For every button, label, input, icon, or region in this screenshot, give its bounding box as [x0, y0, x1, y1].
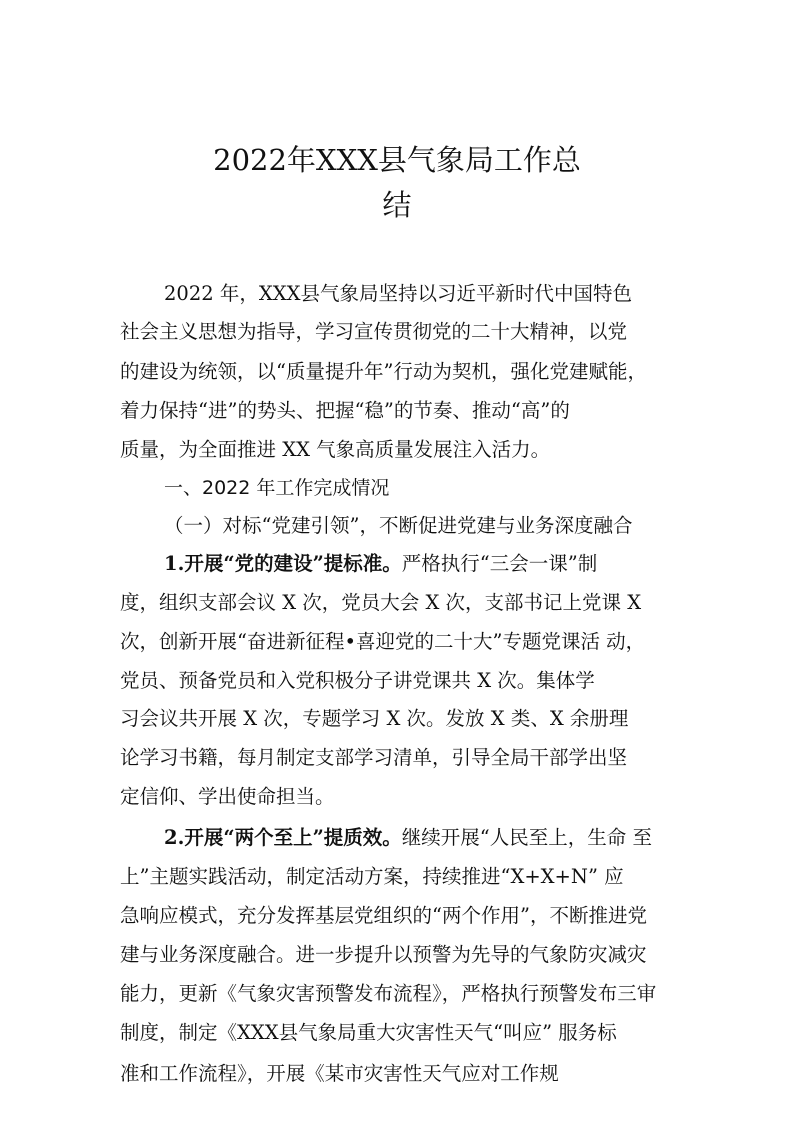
paragraph-line: 急响应模式，充分发挥基层党组织的“两个作用”，不断推进党	[120, 904, 647, 927]
document-title-line-2: 结	[382, 188, 412, 222]
intro-line: 2022 年，XXX县气象局坚持以习近平新时代中国特色	[164, 282, 632, 305]
paragraph-line: 次，创新开展“奋进新征程•喜迎党的二十大”专题党课活 动，	[120, 630, 646, 653]
subsection-heading: （一）对标“党建引领”，不断促进党建与业务深度融合	[164, 514, 633, 537]
item-text: 严格执行“三会一课”制	[401, 552, 598, 575]
paragraph-line: 建与业务深度融合。进一步提升以预警为先导的气象防灾减灾	[120, 943, 647, 966]
paragraph-line: 习会议共开展 X 次，专题学习 X 次。发放 X 类、X 余册理	[120, 707, 629, 730]
paragraph-line: 上”主题实践活动，制定活动方案，持续推进“X+X+N” 应	[120, 865, 624, 888]
paragraph-line: 定信仰、学出使命担当。	[120, 785, 335, 808]
intro-line-text: 社会主义思想为指导，学习宣传贯彻党的二十大精神，以党	[120, 320, 628, 343]
intro-line	[120, 316, 676, 344]
item-lead: 1.开展“党的建设”提标准。	[164, 552, 402, 575]
item-text: 继续开展“人民至上，生命 至	[401, 826, 652, 849]
document-title-line-1: 2022年XXX县气象局工作总	[213, 143, 581, 177]
paragraph-line: 党员、预备党员和入党积极分子讲党课共 X 次。集体学	[120, 669, 595, 692]
paragraph-line: 能力，更新《气象灾害预警发布流程》，严格执行预警发布三审	[120, 982, 657, 1005]
paragraph-line: 论学习书籍，每月制定支部学习清单，引导全局干部学出坚	[120, 746, 628, 769]
paragraph-line	[164, 822, 652, 850]
paragraph-line: 制度，制定《XXX县气象局重大灾害性天气“叫应” 服务标	[120, 1021, 617, 1044]
intro-line: 质量，为全面推进 XX 气象高质量发展注入活力。	[120, 438, 551, 461]
paragraph-line: 度，组织支部会议 X 次，党员大会 X 次，支部书记上党课 X	[120, 591, 642, 614]
intro-line: 着力保持“进”的势头、把握“稳”的节奏、推动“高”的	[120, 399, 570, 422]
section-heading: 一、2022 年工作完成情况	[164, 477, 390, 499]
item-lead: 2.开展“两个至上”提质效。	[164, 826, 402, 849]
intro-line: 的建设为统领，以“质量提升年”行动为契机，强化党建赋能，	[120, 360, 647, 383]
paragraph-line: 准和工作流程》，开展《某市灾害性天气应对工作规	[120, 1062, 559, 1085]
paragraph-line	[164, 548, 597, 576]
